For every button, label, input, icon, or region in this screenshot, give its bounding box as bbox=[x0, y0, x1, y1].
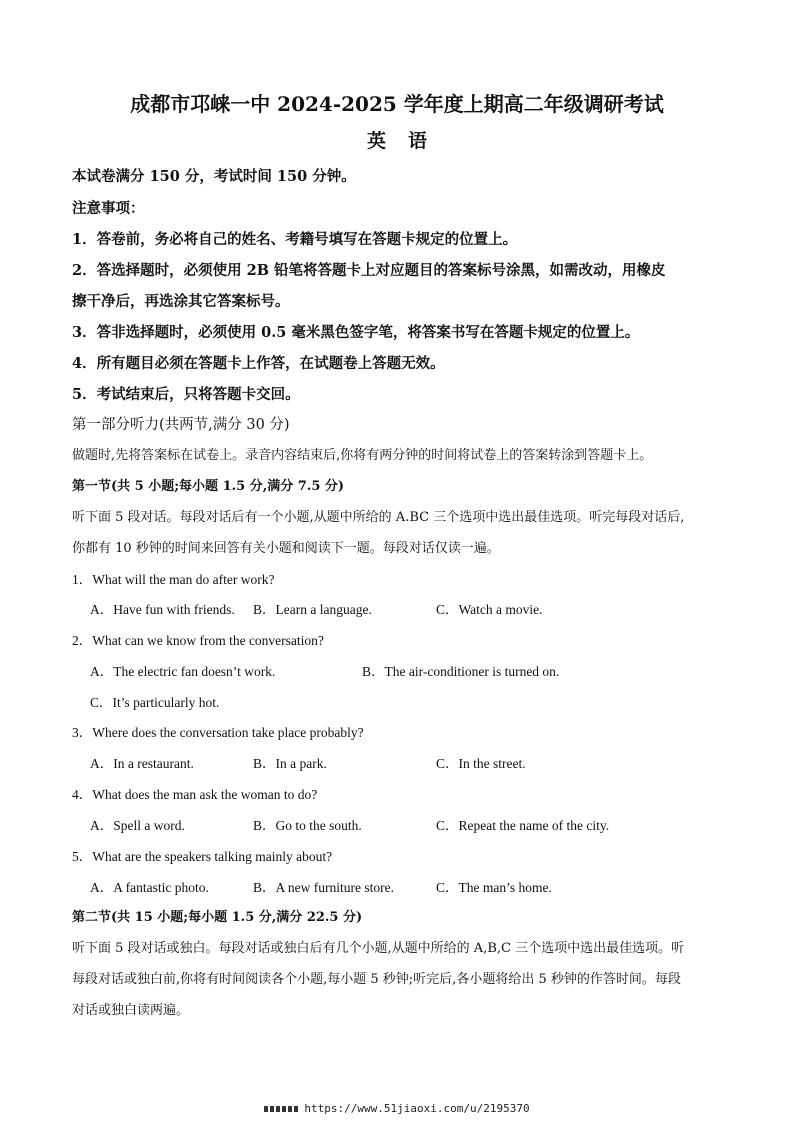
question-5-option-b: B．A new furniture store. bbox=[253, 880, 394, 895]
score-time: 本试卷满分 150 分，考试时间 150 分钟。 bbox=[72, 168, 356, 185]
section2-title: 第二节(共 15 小题;每小题 1.5 分,满分 22.5 分) bbox=[72, 910, 363, 925]
footer bbox=[0, 1102, 794, 1115]
question-3-option-a: A．In a restaurant. bbox=[90, 756, 194, 771]
question-5-option-a: A．A fantastic photo. bbox=[90, 880, 209, 895]
question-5-option-c: C．The man’s home. bbox=[436, 880, 552, 895]
exam-subject: 英语 bbox=[366, 130, 449, 152]
note-1: 1．答卷前，务必将自己的姓名、考籍号填写在答题卡规定的位置上。 bbox=[72, 231, 518, 248]
section1-instruction-2: 你都有 10 秒钟的时间来回答有关小题和阅读下一题。每段对话仅读一遍。 bbox=[72, 541, 500, 556]
question-1-option-a: A．Have fun with friends. bbox=[90, 602, 235, 617]
question-3-stem: 3．Where does the conversation take place probably? bbox=[72, 725, 364, 740]
note-5: 5．考试结束后，只将答题卡交回。 bbox=[72, 386, 300, 403]
question-4-stem: 4．What does the man ask the woman to do? bbox=[72, 787, 318, 802]
question-3-option-b: B．In a park. bbox=[253, 756, 327, 771]
question-4-option-b: B．Go to the south. bbox=[253, 818, 362, 833]
question-1-option-b: B．Learn a language. bbox=[253, 602, 372, 617]
part1-title: 第一部分听力(共两节,满分 30 分) bbox=[72, 417, 290, 433]
exam-title: 成都市邛崃一中 2024-2025 学年度上期高二年级调研考试 bbox=[130, 92, 664, 116]
notes-title: 注意事项： bbox=[72, 200, 145, 217]
question-2-option-a: A．The electric fan doesn’t work. bbox=[90, 664, 276, 679]
section1-instruction-1: 听下面 5 段对话。每段对话后有一个小题,从题中所给的 A.BC 三个选项中选出最佳选项。听完每段对话后, bbox=[72, 510, 685, 525]
question-4-option-a: A．Spell a word. bbox=[90, 818, 185, 833]
question-2-option-b: B．The air-conditioner is turned on. bbox=[362, 664, 560, 679]
section2-instruction-2: 每段对话或独白前,你将有时间阅读各个小题,每小题 5 秒钟;听完后,各小题将给出 5 秒钟的作答时间。每段 bbox=[72, 972, 681, 987]
section2-instruction-1: 听下面 5 段对话或独白。每段对话或独白后有几个小题,从题中所给的 A,B,C 三个选项中选出最佳选项。听 bbox=[72, 941, 685, 956]
part1-instruction: 做题时,先将答案标在试卷上。录音内容结束后,你将有两分钟的时间将试卷上的答案转涂到答题卡上。 bbox=[72, 448, 653, 463]
question-2-option-c: C．It’s particularly hot. bbox=[90, 695, 220, 710]
question-1-option-c: C．Watch a movie. bbox=[436, 602, 543, 617]
question-3-option-c: C．In the street. bbox=[436, 756, 526, 771]
question-1-stem: 1．What will the man do after work? bbox=[72, 572, 275, 587]
watermark-mark-icon bbox=[264, 1106, 298, 1112]
section2-instruction-3: 对话或独白读两遍。 bbox=[72, 1003, 190, 1018]
note-3: 3．答非选择题时，必须使用 0.5 毫米黑色签字笔，将答案书写在答题卡规定的位置上。 bbox=[72, 324, 640, 341]
question-4-option-c: C．Repeat the name of the city. bbox=[436, 818, 610, 833]
section1-title: 第一节(共 5 小题;每小题 1.5 分,满分 7.5 分) bbox=[72, 479, 345, 494]
question-2-stem: 2．What can we know from the conversation? bbox=[72, 633, 324, 648]
question-5-stem: 5．What are the speakers talking mainly about? bbox=[72, 849, 333, 864]
note-4: 4．所有题目必须在答题卡上作答，在试题卷上答题无效。 bbox=[72, 355, 445, 372]
note-2-cont: 擦干净后，再选涂其它答案标号。 bbox=[72, 293, 290, 310]
footer-url[interactable]: https://www.51jiaoxi.com/u/2195370 bbox=[304, 1102, 530, 1115]
note-2: 2．答选择题时，必须使用 2B 铅笔将答题卡上对应题目的答案标号涂黑，如需改动，用橡皮 bbox=[72, 262, 666, 279]
